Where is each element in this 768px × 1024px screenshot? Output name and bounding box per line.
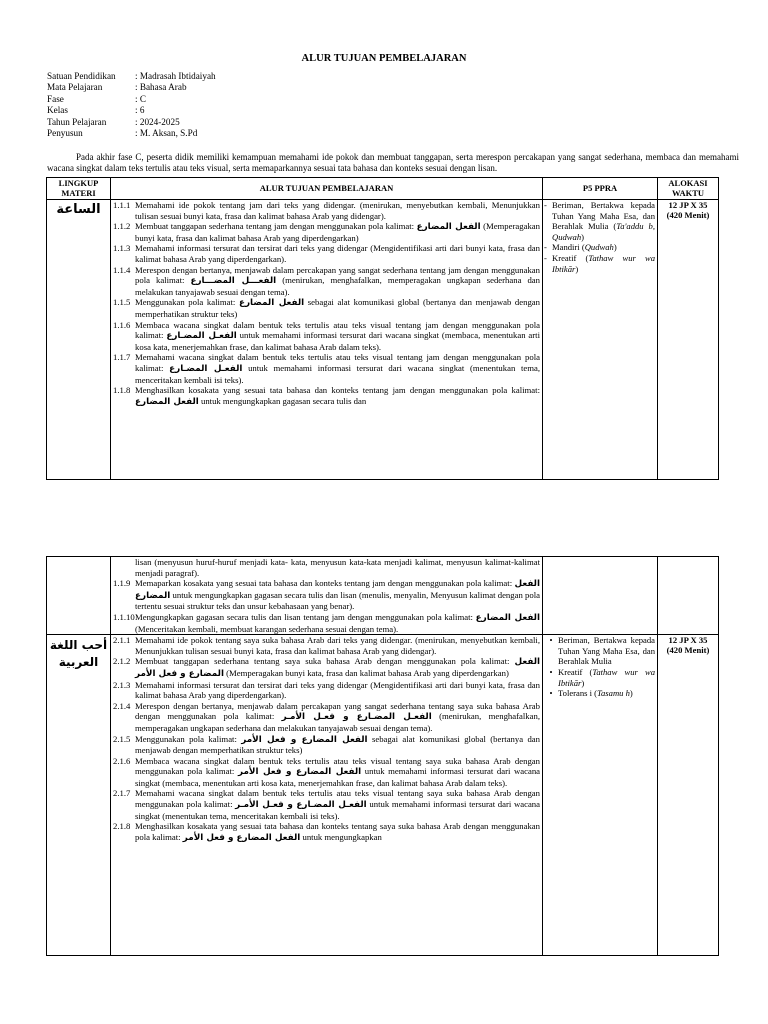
goal-number: 2.1.3 [113, 679, 131, 690]
goal-item [113, 578, 540, 612]
goal-item [113, 635, 540, 656]
goal-text [135, 701, 540, 734]
meta-row [47, 82, 216, 93]
p5-text [558, 667, 655, 688]
arabic-pattern: الفعـل المضـارع و فعـل الأمـر [281, 712, 432, 723]
p5-text-main: Tolerans i ( [558, 688, 598, 699]
goal-text-post: untuk mengungkapkan gagasan secara tulis dan [200, 395, 367, 406]
alokasi-menit: (420 Menit) [666, 210, 710, 220]
goal-text-pre: Memahami informasi tersurat dan tersirat dari teks yang didengar (Mengidentifikasi arti dari bunyi kata, frasa dan kalimat bahasa Arab yang diperdengarkan). [135, 243, 540, 264]
alokasi-cell-empty [658, 557, 719, 635]
arabic-pattern: الفعل المضارع [416, 222, 481, 233]
meta-value: : M. Aksan, S.Pd [135, 128, 198, 139]
intro-paragraph: Pada akhir fase C, peserta didik memiliki kemampuan memahami ide pokok dan membuat tanggapan, serta merespon percakapan yang sangat sederhana, membaca dan memahami wacana singkat dalam teks tertulis atau teks visual, serta memaparkannya sesuai tata bahasa dan konteks sesuai dengan lisan. [47, 152, 739, 173]
goal-text-post: (Menceritakan kembali, membuat karangan sederhana sesuai dengan tema). [135, 623, 399, 634]
arabic-pattern: الفعـل المضـارع و فعـل الأمـر [235, 800, 367, 811]
goal-item [113, 320, 540, 353]
meta-key: Mata Pelajaran [47, 82, 103, 93]
arabic-pattern: الفعل المضارع و فعل الأمر [182, 832, 301, 843]
p5-text-end: ) [581, 677, 585, 688]
p5-item [544, 667, 655, 688]
meta-row [47, 94, 216, 105]
arabic-pattern: الفعل المضارع و فعل الأمر [237, 767, 362, 778]
meta-value: : 2024-2025 [135, 116, 180, 127]
topic-cell-empty [47, 557, 111, 635]
p5-text [552, 253, 655, 274]
p5-bullet: - [544, 200, 547, 210]
goal-text-pre: Menggunakan pola kalimat: [135, 733, 237, 744]
goal-text-pre: Membaca wacana singkat dalam bentuk teks tertulis atau teks visual tentang jam dengan menggunakan pola kalimat: [135, 319, 540, 341]
goal-number: 1.1.9 [113, 578, 131, 589]
goal-item [113, 734, 540, 756]
goal-continuation: lisan (menyusun huruf-huruf menjadi kata- kata, menyusun kata-kata menjadi kalimat, menyusun kalimat-kalimat menjadi paragraf). [135, 557, 540, 578]
p5-text-italic: Tathaw wur wa Ibtikār [552, 252, 655, 274]
goal-text-pre: Menghasilkan kosakata yang sesuai tata bahasa dan konteks tentang jam dengan menggunakan pola kalimat: [135, 385, 540, 396]
goal-item [113, 200, 540, 221]
p5-bullet: - [544, 242, 547, 253]
goal-text-pre: Mengungkapkan gagasan secara tulis dan lisan tentang jam dengan menggunakan pola kalimat: [135, 611, 473, 622]
goal-text [135, 788, 540, 821]
goal-text [135, 578, 540, 612]
meta-row [47, 128, 216, 139]
p5-text-italic: Qudwah [584, 242, 614, 253]
p5-item [544, 688, 655, 699]
goal-number: 1.1.3 [113, 243, 131, 254]
arabic-pattern: الفعل المضارع [475, 612, 540, 623]
meta-value: : C [135, 93, 146, 104]
arabic-pattern: الفعـــل المضـــارع [190, 276, 277, 287]
goal-number: 2.1.8 [113, 821, 131, 832]
p5-text [552, 200, 655, 242]
p5-text-main: Mandiri ( [552, 242, 585, 253]
meta-key: Satuan Pendidikan [47, 71, 116, 81]
goal-item [113, 265, 540, 298]
p5-text-italic: Ta'addu b, Qudwah [552, 221, 655, 242]
goal-number: 1.1.10 [113, 611, 135, 622]
goals-cell [111, 635, 543, 956]
alokasi-jp: 12 JP X 35 [668, 635, 708, 646]
p5-item [544, 635, 655, 667]
goal-item [113, 352, 540, 385]
goal-text-pre: Merespon dengan bertanya, menjawab dalam percakapan yang sangat sederhana tentang saya suka bahasa Arab dengan menggunakan pola kalimat: [135, 700, 540, 722]
arabic-pattern: الفعل المضارع و فعل الأمر [241, 734, 368, 745]
goal-number: 1.1.6 [113, 319, 131, 330]
alokasi-cell [658, 200, 719, 480]
p5-cell-empty [543, 557, 658, 635]
p5-text-end: ) [581, 231, 585, 242]
p5-item [544, 253, 655, 274]
p5-text [552, 242, 655, 253]
meta-row [47, 71, 216, 82]
meta-key: Kelas [47, 105, 68, 116]
atp-table-page2 [46, 556, 719, 956]
goal-item [113, 756, 540, 789]
p5-text-end: ) [613, 242, 617, 253]
goal-item [113, 612, 540, 634]
p5-cell [543, 635, 658, 956]
p5-cell [543, 200, 658, 480]
meta-value: : Bahasa Arab [135, 82, 187, 93]
meta-value: : Madrasah Ibtidaiyah [135, 71, 216, 81]
p5-text [558, 688, 655, 699]
goal-text-post: sebagai alat komunikasi global (bertanya dan menjawab dengan memperhatikan struktur teks) [135, 733, 541, 756]
meta-value: : 6 [135, 105, 145, 116]
goal-text-post: untuk memahami informasi tersurat dari wacana singkat (membaca, menentukan arti kosa kata, menerjemahkan frase, dan kalimat bahasa Arab dalam teks). [135, 766, 541, 788]
goal-number: 1.1.4 [113, 264, 131, 275]
p5-bullet: - [544, 252, 547, 263]
topic-cell: الساعة [47, 200, 111, 480]
header-p5: P5 PPRA [543, 178, 658, 200]
goal-text [135, 200, 540, 221]
goal-text-pre: Membuat tanggapan sederhana tentang saya suka bahasa Arab dengan menggunakan pola kalimat: [135, 656, 510, 667]
goal-text-post: (menirukan, menghafalkan, memperagakan ungkapan sederhana dan melakukan tanyajawab sesuai dengan tema). [135, 711, 540, 733]
p5-text-main: Beriman, Bertakwa kepada Tuhan Yang Maha Esa, dan Berahlak Mulia [558, 635, 655, 667]
goal-item [113, 701, 540, 734]
goal-number: 1.1.2 [113, 221, 131, 232]
goals-cell [111, 557, 543, 635]
goal-text [135, 297, 540, 319]
meta-row [47, 117, 216, 128]
topic-cell: أحب اللغة العربية [47, 635, 111, 956]
goal-text-pre: Memaparkan kosakata yang sesuai tata bahasa dan konteks tentang jam dengan menggunakan pola kalimat: [135, 578, 513, 589]
goal-number: 1.1.7 [113, 352, 131, 363]
arabic-pattern: الفعل المضارع [238, 298, 305, 309]
meta-key: Tahun Pelajaran [47, 116, 107, 127]
goal-number: 2.1.6 [113, 755, 131, 766]
goal-text-post: (menirukan, menghafalkan, memperagakan ungkapan sederhana dan melakukan tanyajawab sesuai dengan tema). [135, 275, 541, 297]
goal-number: 2.1.1 [113, 635, 131, 646]
goal-text [135, 656, 540, 679]
goal-text [135, 243, 540, 264]
alokasi-jp: 12 JP X 35 [668, 200, 708, 210]
goal-number: 2.1.2 [113, 656, 131, 667]
goal-text-post: sebagai alat komunikasi global (bertanya dan menjawab dengan memperhatikan struktur teks) [135, 297, 541, 319]
p5-text-main: Kreatif ( [558, 666, 593, 677]
goal-text [135, 734, 540, 756]
p5-bullet: • [549, 688, 553, 699]
goal-text [135, 821, 540, 843]
goal-item [113, 656, 540, 679]
goals-cell [111, 200, 543, 480]
p5-text [558, 635, 655, 667]
goal-number: 2.1.4 [113, 700, 131, 711]
goal-text-pre: Menghasilkan kosakata yang sesuai tata bahasa dan konteks tentang saya suka bahasa Arab dengan menggunakan pola kalimat: [135, 821, 540, 842]
goal-text-pre: Merespon dengan bertanya, menjawab dalam percakapan yang sangat sederhana tentang jam dengan menggunakan pola kalimat: [135, 264, 540, 286]
p5-text-italic: Tasamu h [597, 688, 630, 699]
goal-text-pre: Memahami wacana singkat dalam bentuk teks tertulis atau teks visual tentang saya suka bahasa Arab dengan menggunakan pola kalimat: [135, 788, 540, 810]
goal-text-post: untuk memahami informasi tersurat dari wacana singkat (menentukan tema, menceritakan kembali isi teks). [135, 799, 541, 821]
goal-text-post: untuk mengungkapkan [302, 831, 382, 842]
header-alokasi: ALOKASI WAKTU [658, 178, 719, 200]
goal-text [135, 680, 540, 701]
goal-text [135, 265, 540, 298]
goal-text [135, 385, 540, 407]
goal-item [113, 821, 540, 843]
goal-text-post: untuk memahami informasi tersurat dari wacana singkat (membaca, menentukan arti kosa kata, menerjemahkan frase, dan kalimat bahasa Arab dalam teks). [135, 330, 540, 352]
goal-number: 1.1.5 [113, 297, 131, 308]
goal-number: 1.1.8 [113, 385, 131, 396]
goal-text [135, 756, 540, 789]
arabic-pattern: الفعل المضارع و فعل الأمر [135, 657, 541, 679]
goal-item [113, 385, 540, 407]
goal-item [113, 243, 540, 264]
arabic-pattern: الفعل المضارع [135, 396, 199, 407]
p5-bullet: • [549, 666, 553, 677]
goal-text-pre: Memahami ide pokok tentang jam dari teks yang didengar. (menirukan, menyebutkan kembali, Menunjukkan tulisan sesuai bunyi kata, frasa dan kalimat bahasa Arab yang didengar). [135, 200, 540, 221]
goal-text-pre: Membaca wacana singkat dalam bentuk teks tertulis atau teks visual tentang saya suka bahasa Arab dengan menggunakan pola kalimat: [135, 755, 540, 777]
goal-text [135, 352, 540, 385]
goal-item [113, 297, 540, 319]
goal-text-pre: Memahami informasi tersurat dan tersirat dari teks yang didengar (Mengidentifikasi arti dari bunyi kata, frasa dan kalimat bahasa Arab yang diperdengarkan). [135, 679, 540, 701]
goal-text-post: untuk mengungkapkan gagasan secara tulis dan lisan (menulis, menyalin, Menyusun kalimat dengan pola tertentu sesuai struktur teks dan unsur kebahasaan yang benar). [135, 589, 541, 612]
document-meta [47, 71, 216, 139]
goal-text-post: (Memperagakan bunyi kata, frasa dan kalimat bahasa Arab yang diperdengarkan) [226, 667, 509, 678]
goal-number: 1.1.1 [113, 200, 131, 210]
goal-text [135, 221, 540, 243]
p5-text-end: ) [629, 688, 633, 699]
arabic-pattern: الفعـل المضـارع [166, 331, 237, 342]
goal-text-pre: Menggunakan pola kalimat: [135, 297, 236, 308]
goal-text [135, 612, 540, 634]
atp-table-page1 [46, 177, 719, 480]
goal-item [113, 788, 540, 821]
header-alur: ALUR TUJUAN PEMBELAJARAN [111, 178, 543, 200]
p5-text-main: Beriman, Bertakwa kepada Tuhan Yang Maha Esa, dan Berahlak Mulia ( [552, 200, 655, 232]
goal-item [113, 221, 540, 243]
goal-text [135, 635, 540, 656]
meta-key: Penyusun [47, 128, 83, 139]
alokasi-cell [658, 635, 719, 956]
goal-number: 2.1.5 [113, 733, 131, 744]
p5-item [544, 242, 655, 253]
meta-key: Fase [47, 93, 64, 104]
goal-text-post: untuk memahami informasi tersurat dari wacana singkat (menentukan tema, menceritakan kembali isi teks). [135, 362, 541, 385]
goal-item [113, 680, 540, 701]
goal-text-post: (Memperagakan bunyi kata, frasa dan kalimat bahasa Arab yang diperdengarkan) [135, 221, 541, 243]
p5-text-end: ) [575, 263, 579, 274]
alokasi-menit: (420 Menit) [666, 645, 710, 656]
page-title: ALUR TUJUAN PEMBELAJARAN [301, 53, 467, 64]
goal-number: 2.1.7 [113, 788, 131, 799]
goal-text-pre: Memahami ide pokok tentang saya suka bahasa Arab dari teks yang didengar. (menirukan, menyebutkan kembali, Menunjukkan tulisan sesuai bunyi kata, frasa dan kalimat bahasa Arab yang didengar). [135, 635, 540, 656]
goal-text [135, 320, 540, 353]
goal-text-pre: Memahami wacana singkat dalam bentuk teks tertulis atau teks visual tentang jam dengan menggunakan pola kalimat: [135, 352, 540, 373]
meta-row [47, 105, 216, 116]
arabic-pattern: الفعـل المضـارع [169, 363, 243, 374]
goal-text-pre: Membuat tanggapan sederhana tentang jam dengan menggunakan pola kalimat: [135, 221, 415, 232]
header-lingkup: LINGKUP MATERI [47, 178, 111, 200]
p5-bullet: • [549, 635, 553, 646]
p5-text-main: Kreatif ( [552, 252, 589, 263]
p5-item [544, 200, 655, 242]
arabic-pattern: الفعل المضارع [135, 579, 540, 601]
p5-text-italic: Tathaw wur wa Ibtikār [558, 666, 655, 688]
